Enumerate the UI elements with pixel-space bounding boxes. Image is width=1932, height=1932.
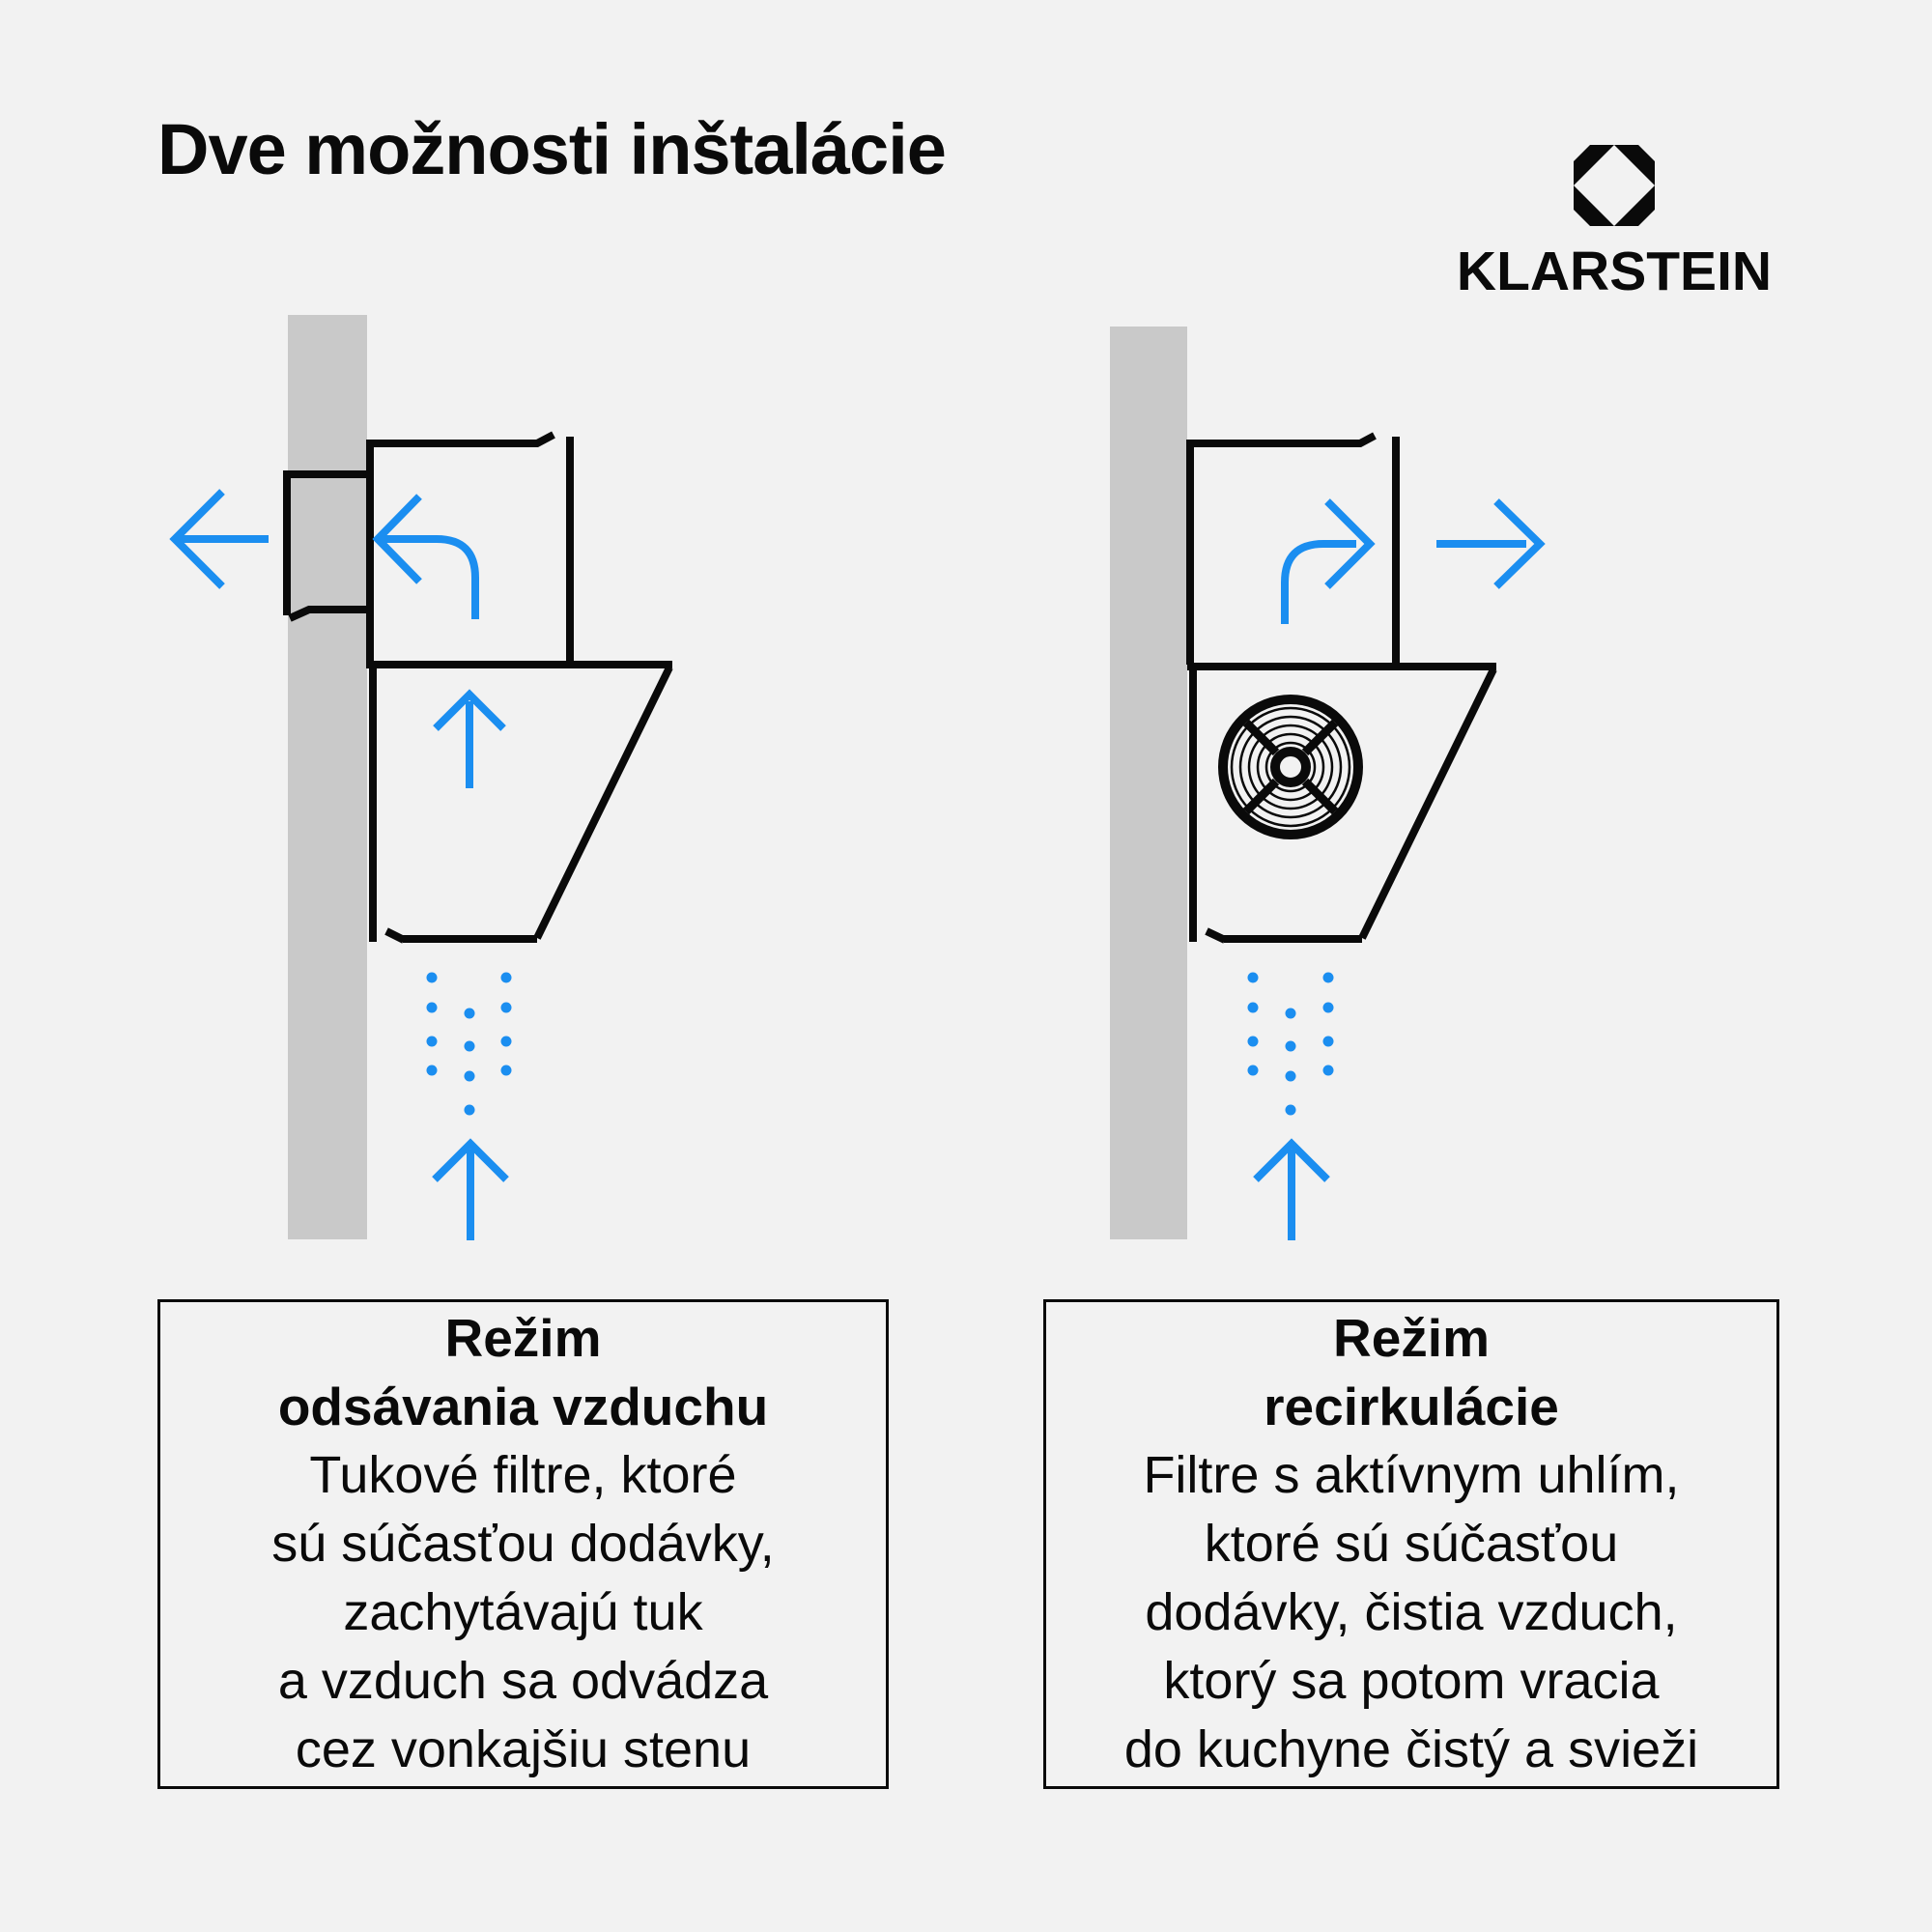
steam-dot [501, 1037, 512, 1047]
fan-hub [1275, 752, 1306, 782]
steam-dots-icon [1248, 973, 1334, 1116]
mode-title: recirkulácie [1264, 1377, 1559, 1436]
steam-dot [427, 1003, 438, 1013]
steam-dot [1286, 1071, 1296, 1082]
recirculation-mode-box [1043, 1299, 1779, 1789]
wall [288, 315, 367, 1239]
steam-dot [1248, 973, 1259, 983]
recirculation-diagram [1110, 327, 1540, 1240]
steam-dot [1323, 1003, 1334, 1013]
mode-description-line: do kuchyne čistý a svieži [1123, 1720, 1699, 1778]
steam-dot [427, 973, 438, 983]
chimney-top-edge [1190, 436, 1375, 443]
hood-body [366, 665, 672, 942]
steam-dot [501, 1003, 512, 1013]
steam-dot [1286, 1009, 1296, 1019]
steam-dot [427, 1037, 438, 1047]
mode-title: Režim [444, 1308, 602, 1368]
page-title: Dve možnosti inštalácie [157, 109, 946, 189]
mode-description-line: a vzduch sa odvádza [277, 1652, 769, 1710]
hood-bottom-edge [1207, 931, 1362, 940]
curved-arrow-right-icon [1285, 544, 1356, 624]
steam-dot [465, 1105, 475, 1116]
mode-description-line: zachytávajú tuk [343, 1583, 703, 1641]
steam-dot [1323, 1037, 1334, 1047]
mode-description-line: Filtre s aktívnym uhlím, [1143, 1446, 1680, 1504]
steam-dot [501, 973, 512, 983]
brand-name: KLARSTEIN [1456, 241, 1773, 302]
steam-dot [465, 1009, 475, 1019]
mode-description-line: ktoré sú súčasťou [1204, 1515, 1619, 1573]
mode-description-line: sú súčasťou dodávky, [271, 1515, 775, 1573]
fan-icon [1223, 699, 1358, 835]
extraction-mode-box [157, 1299, 889, 1789]
steam-dot [1248, 1065, 1259, 1076]
hood-slant-edge [537, 668, 669, 938]
steam-dot [465, 1041, 475, 1052]
mode-description-line: Tukové filtre, ktoré [309, 1446, 737, 1504]
extraction-diagram [175, 315, 672, 1240]
mode-description-line: cez vonkajšiu stenu [295, 1720, 752, 1778]
steam-dot [1248, 1037, 1259, 1047]
steam-dot [465, 1071, 475, 1082]
mode-title: Režim [1333, 1308, 1490, 1368]
hood-bottom-edge [386, 931, 537, 940]
steam-dot [501, 1065, 512, 1076]
mode-description-line: dodávky, čistia vzduch, [1145, 1583, 1678, 1641]
wall [1110, 327, 1187, 1239]
steam-dot [427, 1065, 438, 1076]
mode-description-line: ktorý sa potom vracia [1163, 1652, 1660, 1710]
steam-dot [1323, 973, 1334, 983]
chimney-top-edge [370, 435, 554, 443]
steam-dots-icon [427, 973, 512, 1116]
steam-dot [1323, 1065, 1334, 1076]
steam-dot [1248, 1003, 1259, 1013]
hood-slant-edge [1362, 669, 1493, 938]
mode-title: odsávania vzduchu [277, 1377, 769, 1436]
steam-dot [1286, 1105, 1296, 1116]
steam-dot [1286, 1041, 1296, 1052]
